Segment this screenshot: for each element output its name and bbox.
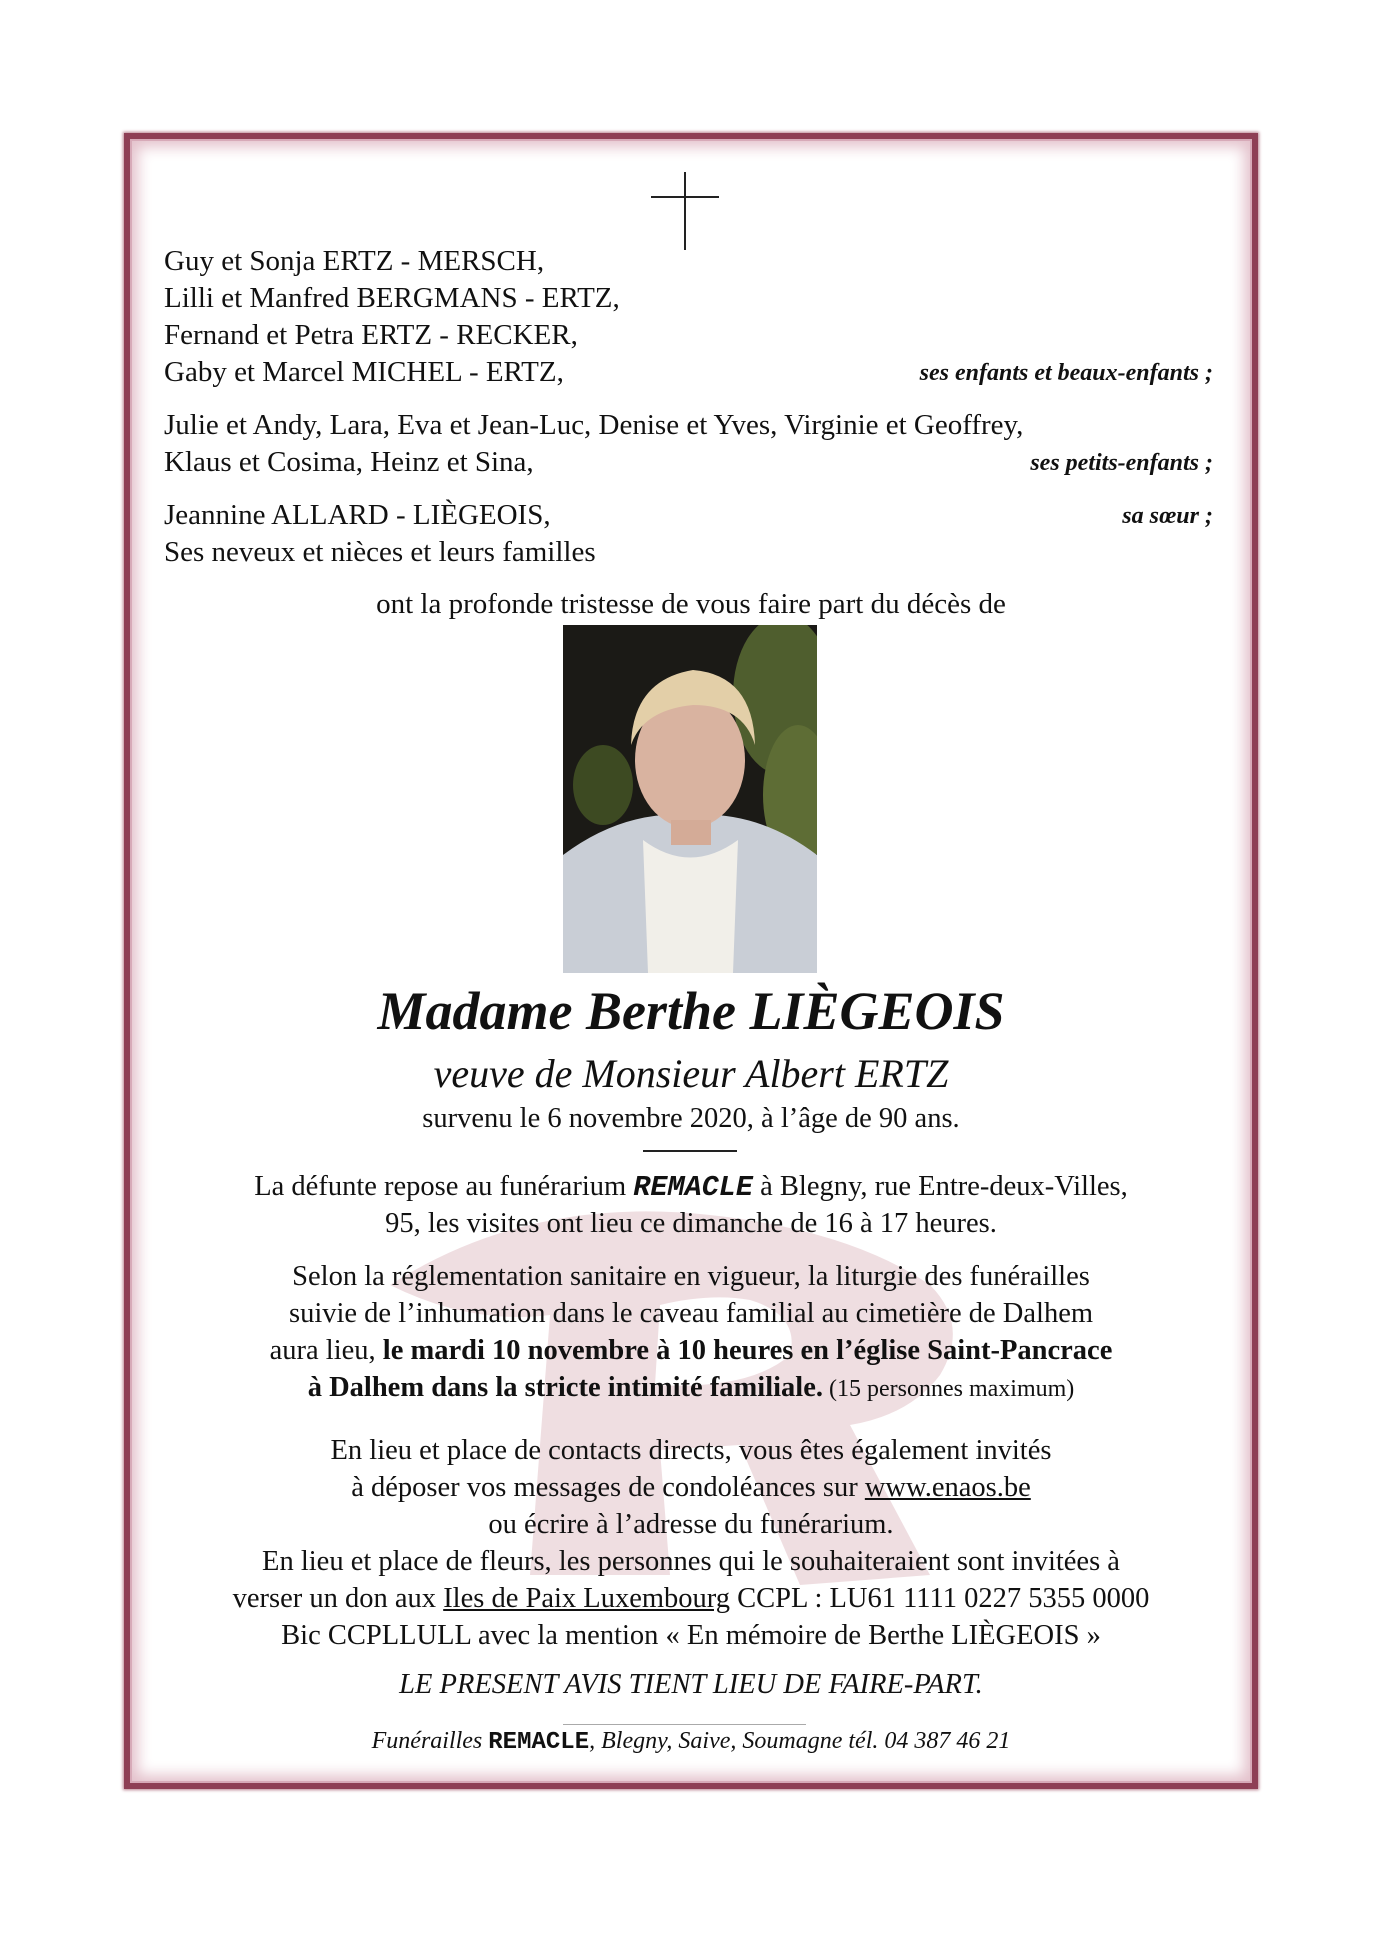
family-line-1: Guy et Sonja ERTZ - MERSCH,	[164, 245, 545, 277]
condolences-line-2	[124, 1469, 1258, 1506]
funeral-line-3	[124, 1332, 1258, 1369]
divider	[643, 1150, 737, 1152]
widow-of: veuve de Monsieur Albert ERTZ	[433, 1051, 949, 1096]
donation-line-3: Bic CCPLLULL avec la mention « En mémoire de Berthe LIÈGEOIS »	[281, 1620, 1101, 1651]
family-line-3: Fernand et Petra ERTZ - RECKER,	[164, 319, 578, 351]
grandchildren-line-1: Julie et Andy, Lara, Eva et Jean-Luc, Denise et Yves, Virginie et Geoffrey,	[164, 409, 1024, 441]
cross-icon	[684, 172, 686, 250]
donation-account: CCPL : LU61 1111 0227 5355 0000	[729, 1583, 1150, 1614]
iles-de-paix-link[interactable]: Iles de Paix Luxembourg	[443, 1583, 730, 1614]
deceased-name: Madame Berthe LIÈGEOIS	[377, 981, 1005, 1041]
deceased-photo	[563, 625, 817, 973]
family-line-2: Lilli et Manfred BERGMANS - ERTZ,	[164, 282, 620, 314]
funeral-capacity: (15 personnes maximum)	[823, 1376, 1075, 1402]
donation-line-1: En lieu et place de fleurs, les personnes qui le souhaiteraient sont invitées à	[262, 1546, 1120, 1577]
funeral-privacy: à Dalhem dans la stricte intimité familiale.	[307, 1372, 823, 1403]
death-date-line: survenu le 6 novembre 2020, à l’âge de 90 ans.	[422, 1103, 960, 1134]
nephews-line: Ses neveux et nièces et leurs familles	[164, 536, 596, 568]
funeral-line-2: suivie de l’inhumation dans le caveau familial au cimetière de Dalhem	[288, 1298, 1094, 1329]
sister-relation: sa sœur ;	[1122, 503, 1213, 529]
funeral-line-4	[124, 1369, 1258, 1408]
funeral-line-3-text: aura lieu,	[269, 1335, 383, 1366]
notice-line: LE PRESENT AVIS TIENT LIEU DE FAIRE-PART.	[399, 1669, 983, 1700]
family-line-4: Gaby et Marcel MICHEL - ERTZ,	[164, 356, 564, 388]
footer-prefix: Funérailles	[371, 1728, 489, 1754]
footer-contact: , Blegny, Saive, Soumagne tél. 04 387 46 21	[589, 1728, 1011, 1754]
funeral-line-1: Selon la réglementation sanitaire en vigueur, la liturgie des funérailles	[292, 1261, 1090, 1292]
children-relation: ses enfants et beaux-enfants ;	[919, 360, 1213, 386]
donation-text: verser un don aux	[232, 1583, 444, 1614]
visitation-line-2: 95, les visites ont lieu ce dimanche de 16 à 17 heures.	[385, 1208, 997, 1239]
footer-line	[124, 1728, 1258, 1756]
funeral-home-brand: REMACLE	[633, 1171, 754, 1204]
condolences-line-1: En lieu et place de contacts directs, vous êtes également invités	[330, 1435, 1052, 1466]
condolences-text: à déposer vos messages de condoléances sur	[351, 1472, 865, 1503]
donation-line-2	[124, 1580, 1258, 1617]
grandchildren-line-2: Klaus et Cosima, Heinz et Sina,	[164, 446, 534, 478]
funeral-date-place: le mardi 10 novembre à 10 heures en l’église Saint-Pancrace	[382, 1335, 1113, 1366]
visitation-address: à Blegny, rue Entre-deux-Villes,	[753, 1171, 1128, 1202]
condolences-line-3: ou écrire à l’adresse du funérarium.	[488, 1509, 894, 1540]
sister-line: Jeannine ALLARD - LIÈGEOIS,	[164, 499, 551, 531]
cross-icon-bar	[651, 196, 719, 198]
grandchildren-relation: ses petits-enfants ;	[1030, 450, 1213, 476]
enaos-link[interactable]: www.enaos.be	[864, 1472, 1031, 1503]
intro-line: ont la profonde tristesse de vous faire part du décès de	[376, 588, 1006, 620]
footer-divider	[563, 1724, 806, 1725]
visitation-line-1	[124, 1168, 1258, 1206]
visitation-text: La défunte repose au funérarium	[254, 1171, 634, 1202]
footer-brand: REMACLE	[488, 1729, 590, 1756]
